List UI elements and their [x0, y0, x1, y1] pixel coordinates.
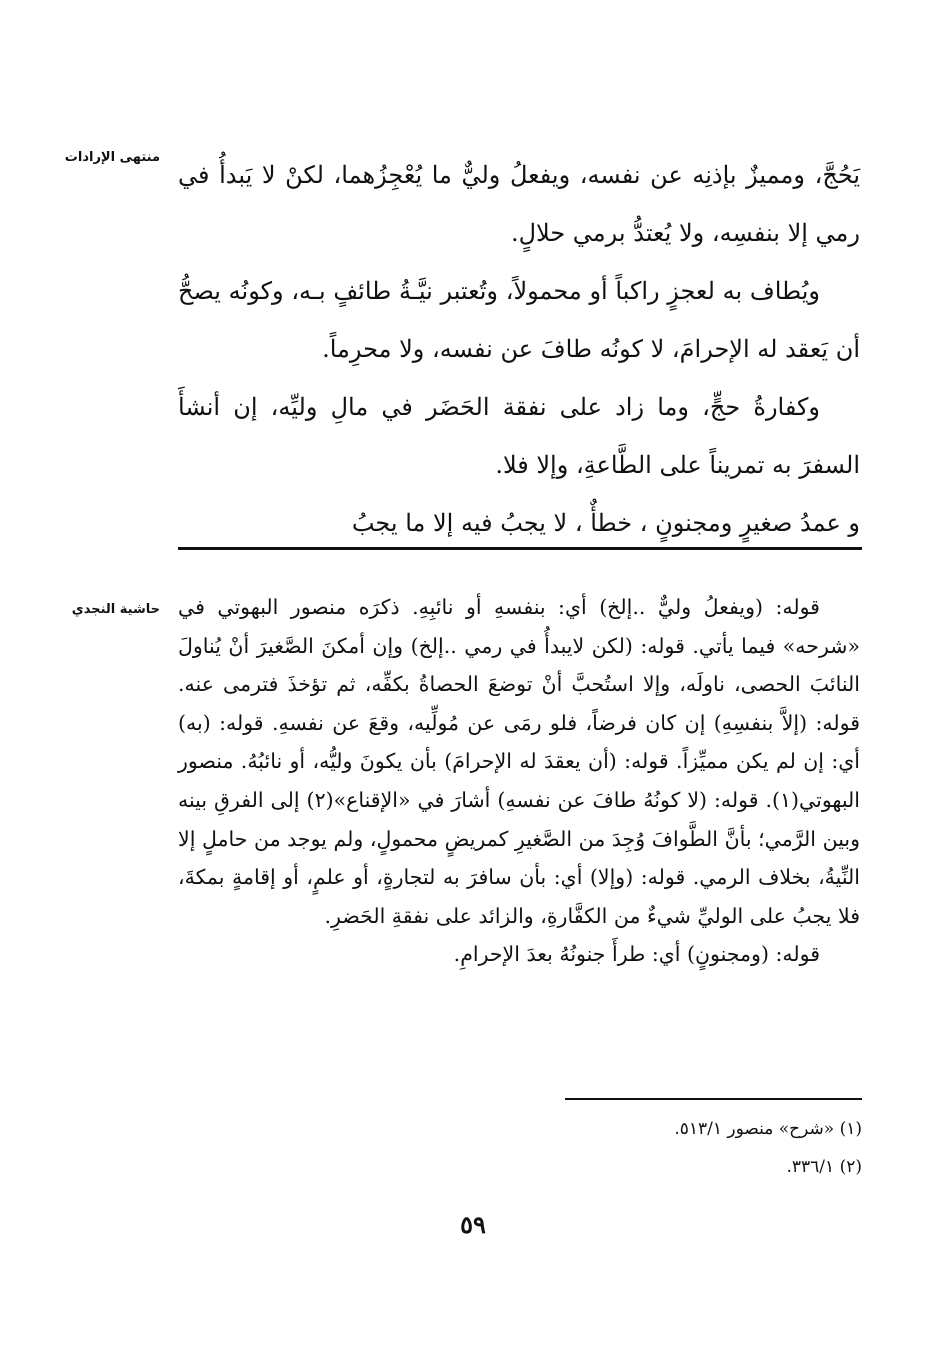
sharh-text-block: [178, 588, 860, 974]
footnotes: [500, 1110, 862, 1186]
matn-paragraph: ويُطاف به لعجزٍ راكباً أو محمولاً، وتُعتبر نيَّـةُ طائفٍ بـه، وكونُه يصحُّ أن يَعقد له الإحرامَ، لا كونُه طافَ عن نفسه، ولا محرِماً.: [178, 277, 860, 363]
matn-text-block: [178, 146, 860, 552]
footnote-item: (٢) ٣٣٦/١.: [786, 1157, 862, 1177]
footnote-divider: [565, 1098, 862, 1100]
footnote-item: (١) «شرح» منصور ٥١٣/١.: [674, 1119, 862, 1139]
page-number: ٥٩: [460, 1210, 486, 1239]
sharh-source-label: حاشية النجدي: [71, 602, 160, 617]
sharh-paragraph: قوله: (ومجنونٍ) أي: طرأَ جنونُهُ بعدَ الإحرامِ.: [453, 942, 820, 967]
matn-paragraph: يَحُجَّ، ومميزٌ بإذنِه عن نفسه، ويفعلُ وليٌّ ما يُعْجِزُهما، لكنْ لا يَبدأُ في رمي إلا بنفسِه، ولا يُعتدُّ برمي حلالٍ.: [178, 161, 860, 247]
sharh-paragraph: قوله: (ويفعلُ وليٌّ ..إلخ) أي: بنفسهِ أو نائبِهِ. ذكرَه منصور البهوتي في «شرحه» فيما يأتي. قوله: (لكن لايبدأُ في رمي ..إلخ) وإن أمكنَ الصَّغيرَ أنْ يُناولَ النائبَ الحصى، ناولَه، وإلا استُحبَّ أنْ توضعَ الحصاةُ بكفِّه، ثم تؤخذَ فترمى عنه. قوله: (إلاَّ بنفسِهِ) إن كان فرضاً، فلو رمَى عن مُولِّيه، وقعَ عن نفسهِ. قوله: (به) أي: إن لم يكن مميِّزاً. قوله: (أن يعقدَ له الإحرامَ) بأن يكونَ وليُّه، أو نائبُهُ. منصور البهوتي(١). قوله: (لا كونُهُ طافَ عن نفسهِ) أشارَ في «الإقناع»(٢) إلى الفرقِ بينه وبين الرَّمي؛ بأنَّ الطَّوافَ وُجِدَ من الصَّغيرِ كمريضٍ محمولٍ، ولم يوجد من حاملٍ إلا النِّيةُ، بخلاف الرمي. قوله: (وإلا) أي: بأن سافرَ به لتجارةٍ، أو علمٍ، أو إقامةٍ بمكةَ، فلا يجبُ على الوليِّ شيءٌ من الكفَّارةِ، والزائد على نفقةِ الحَضرِ.: [178, 595, 860, 928]
matn-source-label: منتهى الإرادات: [64, 150, 160, 165]
matn-paragraph: و عمدُ صغيرٍ ومجنونٍ ، خطأٌ ، لا يجبُ فيه إلا ما يجبُ: [351, 509, 860, 537]
section-divider: [178, 547, 862, 550]
matn-paragraph: وكفارةُ حجٍّ، وما زاد على نفقة الحَضَر في مالِ وليِّه، إن أنشأَ السفرَ به تمريناً على الطَّاعةِ، وإلا فلا.: [178, 393, 860, 479]
